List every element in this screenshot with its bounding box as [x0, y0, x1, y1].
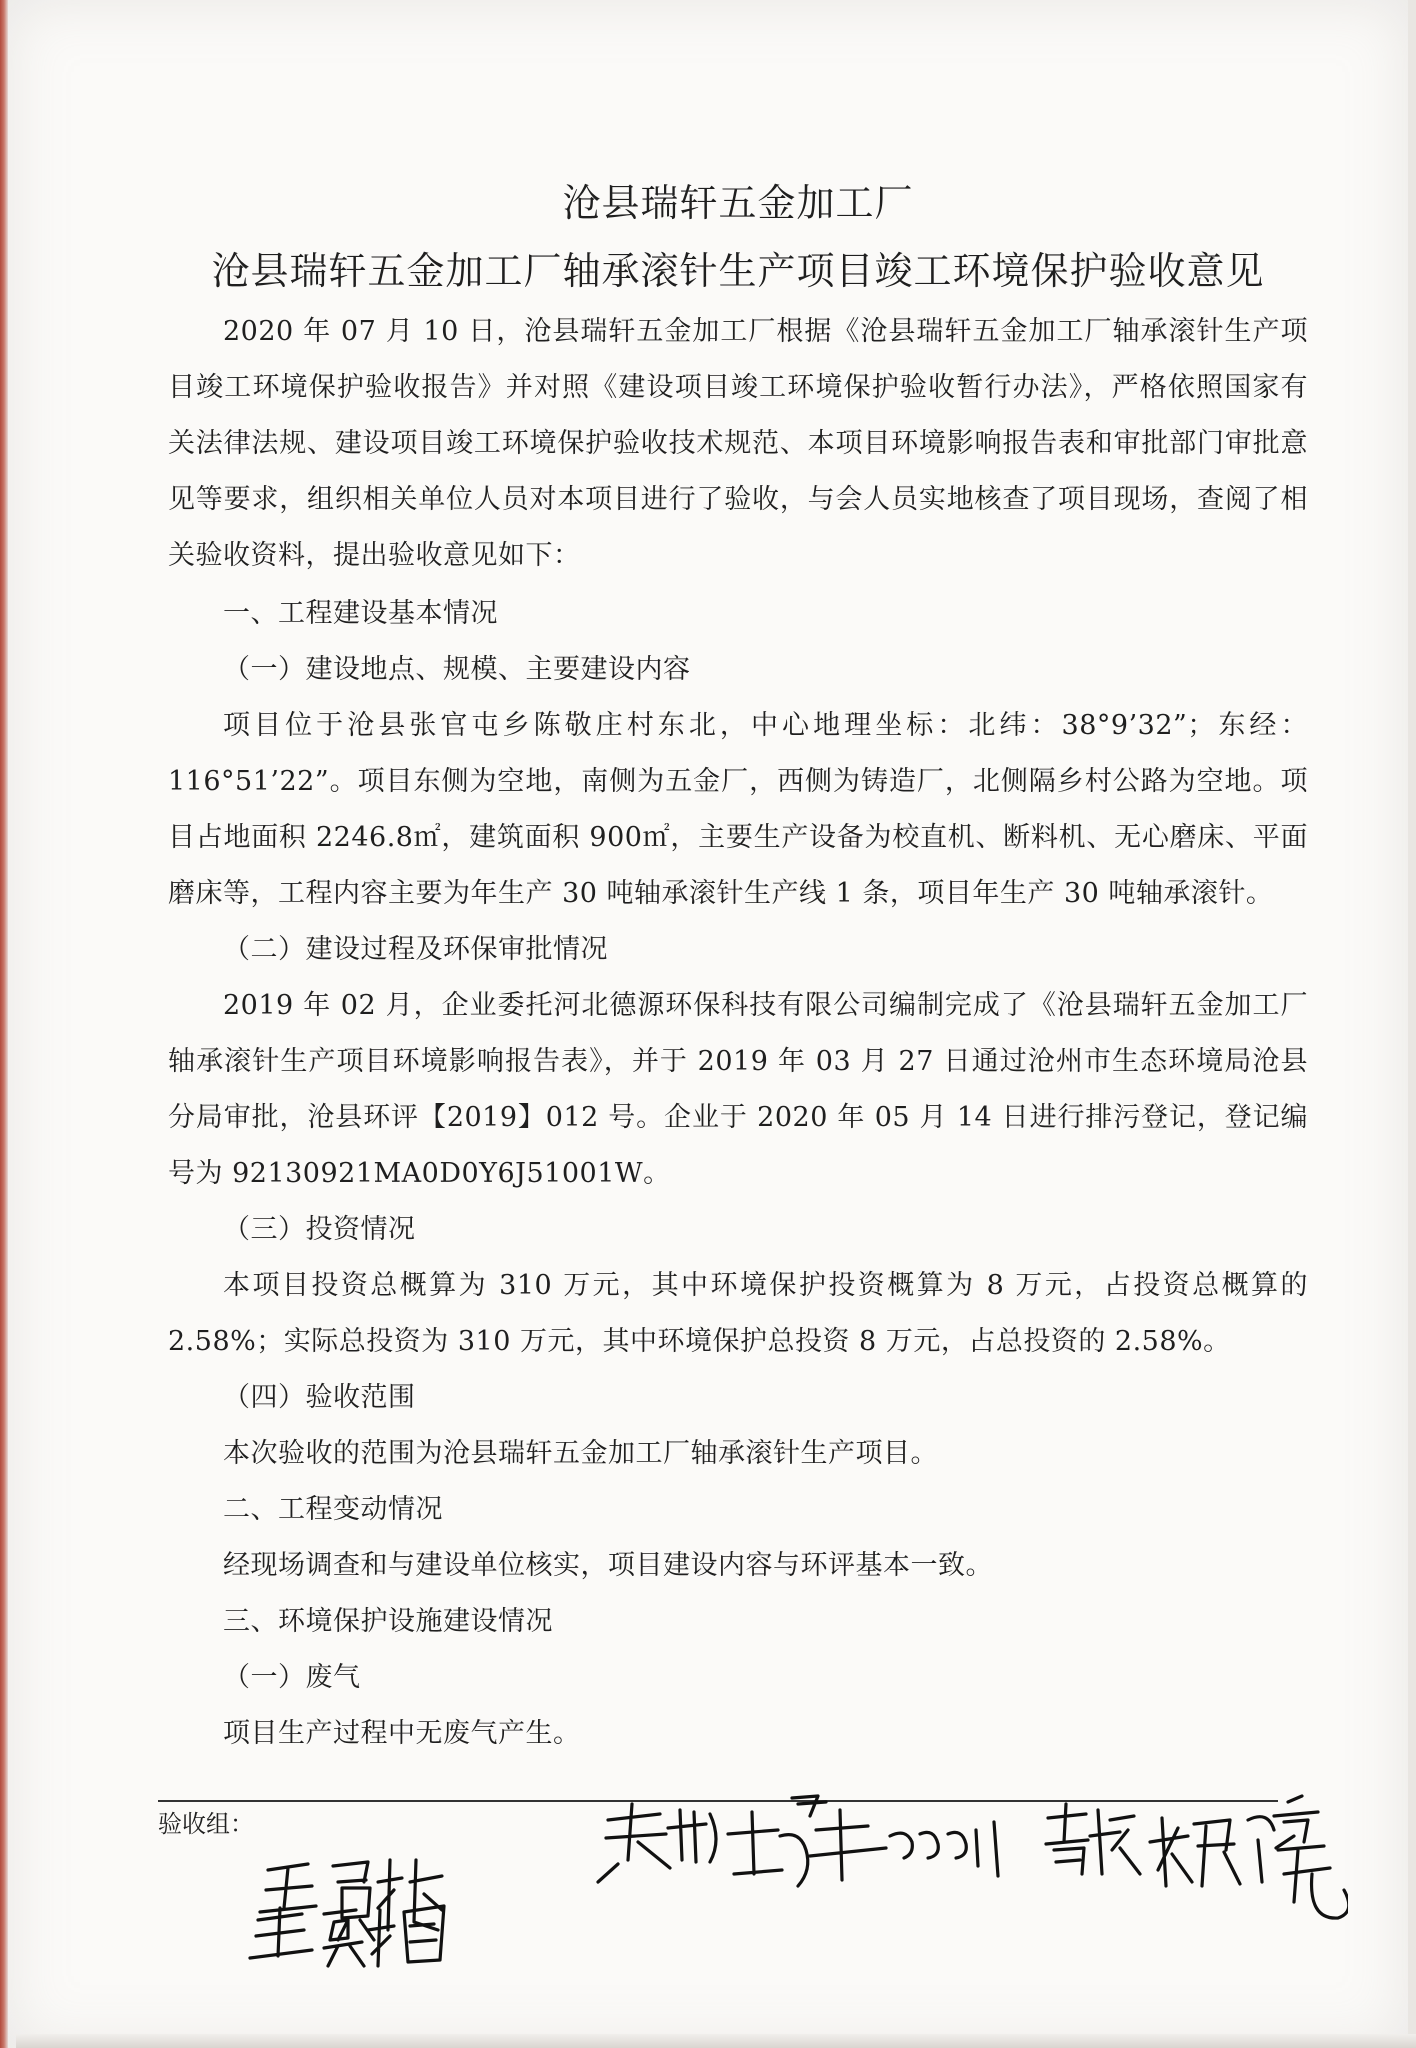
- document-page: [8, 0, 1408, 2048]
- signature-5: [1150, 1817, 1294, 1886]
- section-1-heading: 一、工程建设基本情况: [223, 598, 498, 629]
- section-1-3-heading: （三）投资情况: [223, 1214, 416, 1245]
- section-1-4-heading: （四）验收范围: [223, 1382, 416, 1413]
- paper-edge: [0, 0, 8, 2048]
- organization-title: 沧县瑞轩五金加工厂: [562, 181, 914, 225]
- section-1-4-text: 本次验收的范围为沧县瑞轩五金加工厂轴承滚针生产项目。: [223, 1438, 938, 1469]
- section-1-3-text: 本项目投资总概算为 310 万元，其中环境保护投资概算为 8 万元，占投资总概算的 2.58%；实际总投资为 310 万元，其中环境保护总投资 8 万元，占总投资的 2.58%。: [168, 1270, 1308, 1357]
- document-title: 沧县瑞轩五金加工厂轴承滚针生产项目竣工环境保护验收意见: [211, 249, 1265, 293]
- signature-1: [260, 1860, 442, 1940]
- section-1-1-heading: （一）建设地点、规模、主要建设内容: [223, 654, 691, 685]
- section-2-heading: 二、工程变动情况: [223, 1494, 443, 1525]
- signature-4: [1046, 1804, 1140, 1874]
- signature-3: [780, 1796, 998, 1886]
- section-3-heading: 三、环境保护设施建设情况: [223, 1606, 553, 1637]
- section-2-text: 经现场调查和与建设单位核实，项目建设内容与环评基本一致。: [223, 1550, 993, 1581]
- intro-paragraph: 2020 年 07 月 10 日，沧县瑞轩五金加工厂根据《沧县瑞轩五金加工厂轴承滚针生产项目竣工环境保护验收报告》并对照《建设项目竣工环境保护验收暂行办法》，严格依照国家有关法律法规、建设项目竣工环境保护验收技术规范、本项目环境影响报告表和审批部门审批意见等要求，组织相关单位人员对本项目进行了验收，与会人员实地核查了项目现场，查阅了相关验收资料，提出验收意见如下：: [168, 316, 1308, 571]
- section-1-2-text: 2019 年 02 月，企业委托河北德源环保科技有限公司编制完成了《沧县瑞轩五金加工厂轴承滚针生产项目环境影响报告表》，并于 2019 年 03 月 27 日通过沧州市生态环境局沧县分局审批，沧县环评【2019】012 号。企业于 2020 年 05 月 14 日进行排污登记，登记编号为 92130921MA0D0Y6J51001W。: [168, 990, 1308, 1189]
- signature-6: [1274, 1796, 1348, 1918]
- signature-2: [598, 1804, 782, 1882]
- signature-area: [98, 1790, 1348, 1970]
- section-3-1-heading: （一）废气: [223, 1662, 361, 1693]
- handwritten-signatures: [98, 1790, 1348, 1970]
- section-3-1-text: 项目生产过程中无废气产生。: [223, 1718, 581, 1749]
- page-bottom-edge: [16, 2034, 1416, 2048]
- section-1-2-heading: （二）建设过程及环保审批情况: [223, 934, 608, 965]
- inspection-group-label: 验收组：: [158, 1810, 254, 1838]
- section-1-1-text: 项目位于沧县张官屯乡陈敬庄村东北，中心地理坐标：北纬：38°9’32”；东经：116°51’22”。项目东侧为空地，南侧为五金厂，西侧为铸造厂，北侧隔乡村公路为空地。项目占地面积 2246.8㎡，建筑面积 900㎡，主要生产设备为校直机、断料机、无心磨床、平面磨床等，工程内容主要为年生产 30 吨轴承滚针生产线 1 条，项目年生产 30 吨轴承滚针。: [168, 710, 1308, 909]
